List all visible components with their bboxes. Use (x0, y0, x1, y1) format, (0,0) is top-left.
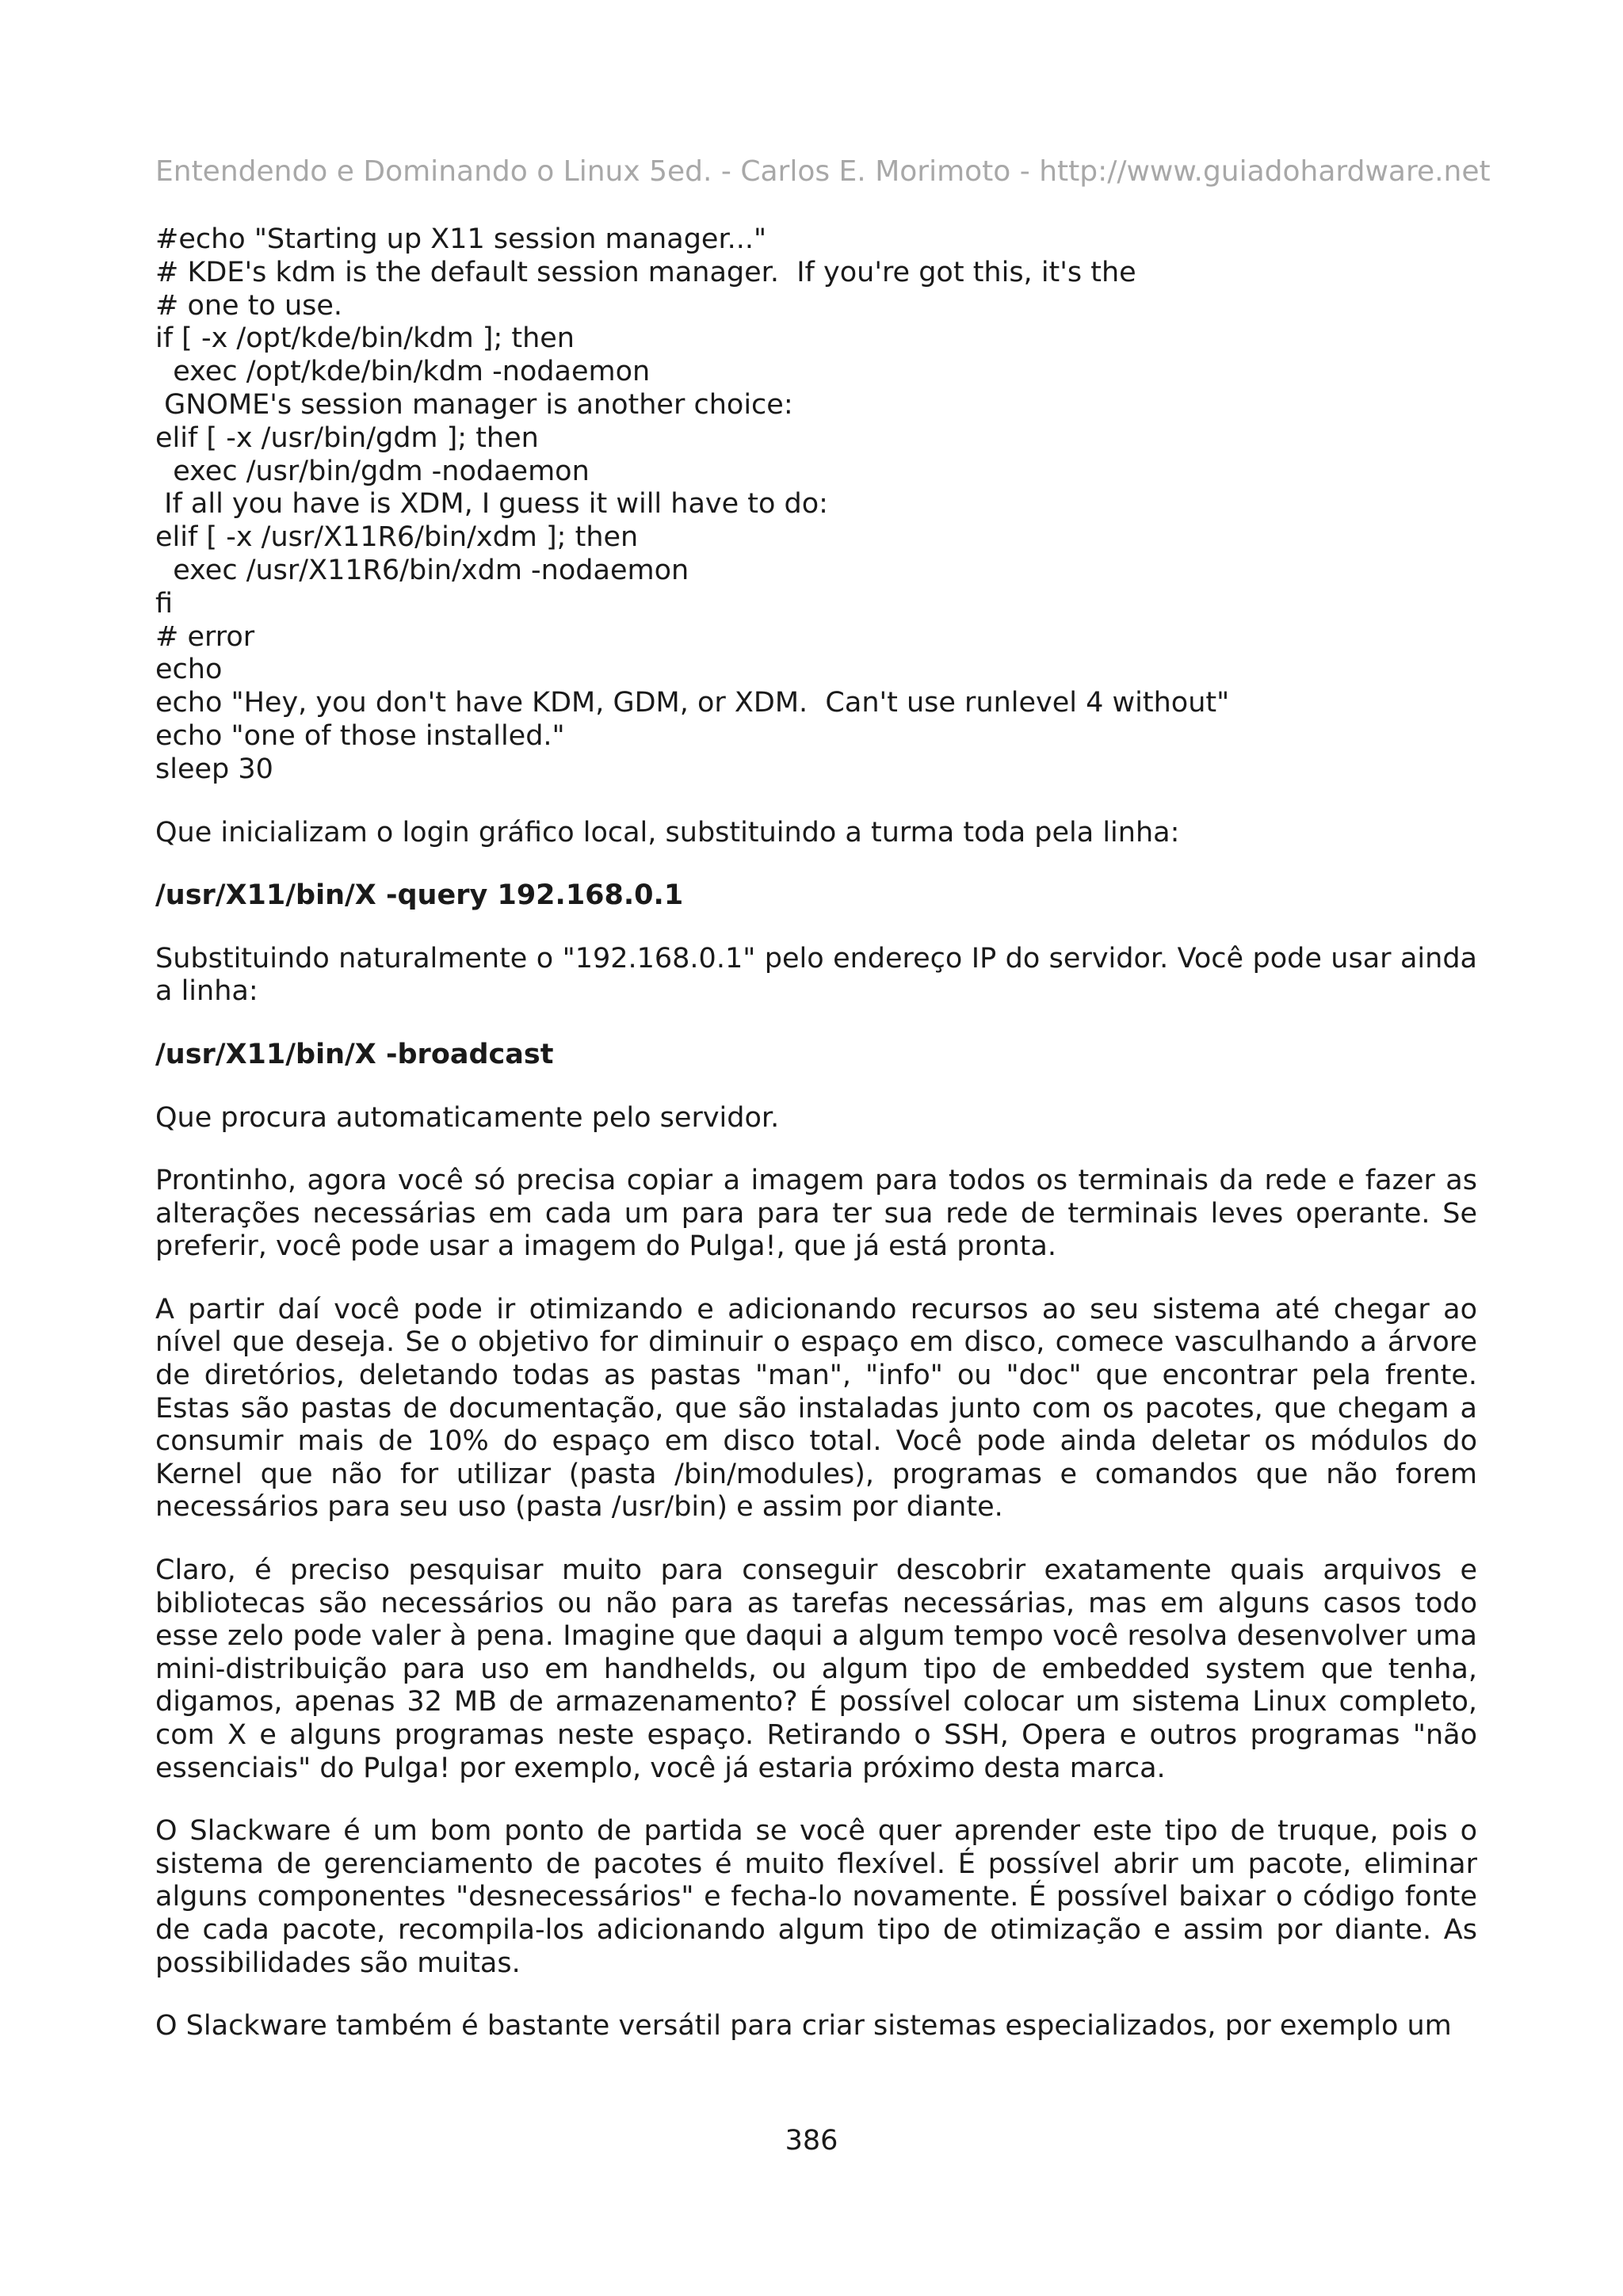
code-block (155, 223, 1477, 787)
code-line: elif [ -x /usr/bin/gdm ]; then (155, 421, 539, 454)
code-line: fi (155, 587, 174, 620)
command-broadcast: /usr/X11/bin/X -broadcast (155, 1038, 554, 1070)
paragraph-auto-search: Que procura automaticamente pelo servidor. (155, 1101, 780, 1134)
code-line: echo "one of those installed." (155, 719, 565, 752)
code-line: elif [ -x /usr/X11R6/bin/xdm ]; then (155, 521, 639, 554)
paragraph-slackware-versatile: O Slackware também é bastante versátil para criar sistemas especializados, por exemplo um (155, 2010, 1452, 2042)
paragraph-copy-image: Prontinho, agora você só precisa copiar a imagem para todos os terminais da rede e fazer as alterações necessárias em cada um para para ter sua rede de terminais leves operante. Se preferir, você pode usar a imagem do Pulga!, que já está pronta. (155, 1165, 1477, 1263)
code-line: # error (155, 620, 255, 653)
code-line: If all you have is XDM, I guess it will have to do: (155, 488, 828, 521)
code-line: if [ -x /opt/kde/bin/kdm ]; then (155, 322, 575, 355)
code-line: # one to use. (155, 289, 343, 322)
code-line: exec /usr/X11R6/bin/xdm -nodaemon (155, 554, 689, 586)
paragraph-slackware-start: O Slackware é um bom ponto de partida se você quer aprender este tipo de truque, pois o sistema de gerenciamento de pacotes é muito flexível. É possível abrir um pacote, eliminar alguns componentes "desnecessários" e fecha-lo novamente. É possível baixar o código fonte de cada pacote, recompila-los adicionando algum tipo de otimização e assim por diante. As possibilidades são muitas. (155, 1815, 1477, 1979)
command-query: /usr/X11/bin/X -query 192.168.0.1 (155, 879, 684, 912)
paragraph-optimize: A partir daí você pode ir otimizando e adicionando recursos ao seu sistema até chegar ao nível que deseja. Se o objetivo for diminuir o espaço em disco, comece vasculhando a árvore de diretórios, deletando todas as pastas "man", "info" ou "doc" que encontrar pela frente. Estas são pastas de documentação, que são instaladas junto com os pacotes, que chegam a consumir mais de 10% do espaço em disco total. Você pode ainda deletar os módulos do Kernel que não for utilizar (pasta /bin/modules), programas e comandos que não forem necessários para seu uso (pasta /usr/bin) e assim por diante. (155, 1293, 1477, 1524)
code-line: # KDE's kdm is the default session manager. If you're got this, it's the (155, 256, 1136, 288)
running-header: Entendendo e Dominando o Linux 5ed. - Carlos E. Morimoto - http://www.guiadohardware.net (155, 155, 1491, 188)
code-line: echo "Hey, you don't have KDM, GDM, or XDM. Can't use runlevel 4 without" (155, 687, 1230, 719)
paragraph-ip-substitution: Substituindo naturalmente o "192.168.0.1" pelo endereço IP do servidor. Você pode usar ainda a linha: (155, 942, 1477, 1008)
code-line: exec /opt/kde/bin/kdm -nodaemon (155, 356, 651, 388)
page-content (155, 223, 1477, 2043)
code-line: echo (155, 654, 223, 686)
paragraph-intro-command: Que inicializam o login gráfico local, substituindo a turma toda pela linha: (155, 816, 1180, 849)
page-number: 386 (785, 2125, 838, 2157)
code-line: exec /usr/bin/gdm -nodaemon (155, 455, 590, 487)
paragraph-research: Claro, é preciso pesquisar muito para conseguir descobrir exatamente quais arquivos e bibliotecas são necessários ou não para as tarefas necessárias, mas em alguns casos todo esse zelo pode valer à pena. Imagine que daqui a algum tempo você resolva desenvolver uma mini-distribuição para uso em handhelds, ou algum tipo de embedded system que tenha, digamos, apenas 32 MB de armazenamento? É possível colocar um sistema Linux completo, com X e alguns programas neste espaço. Retirando o SSH, Opera e outros programas "não essenciais" do Pulga! por exemplo, você já estaria próximo desta marca. (155, 1554, 1477, 1784)
code-line: #echo "Starting up X11 session manager..." (155, 223, 767, 255)
code-line: sleep 30 (155, 753, 273, 785)
code-line: GNOME's session manager is another choice: (155, 388, 793, 421)
